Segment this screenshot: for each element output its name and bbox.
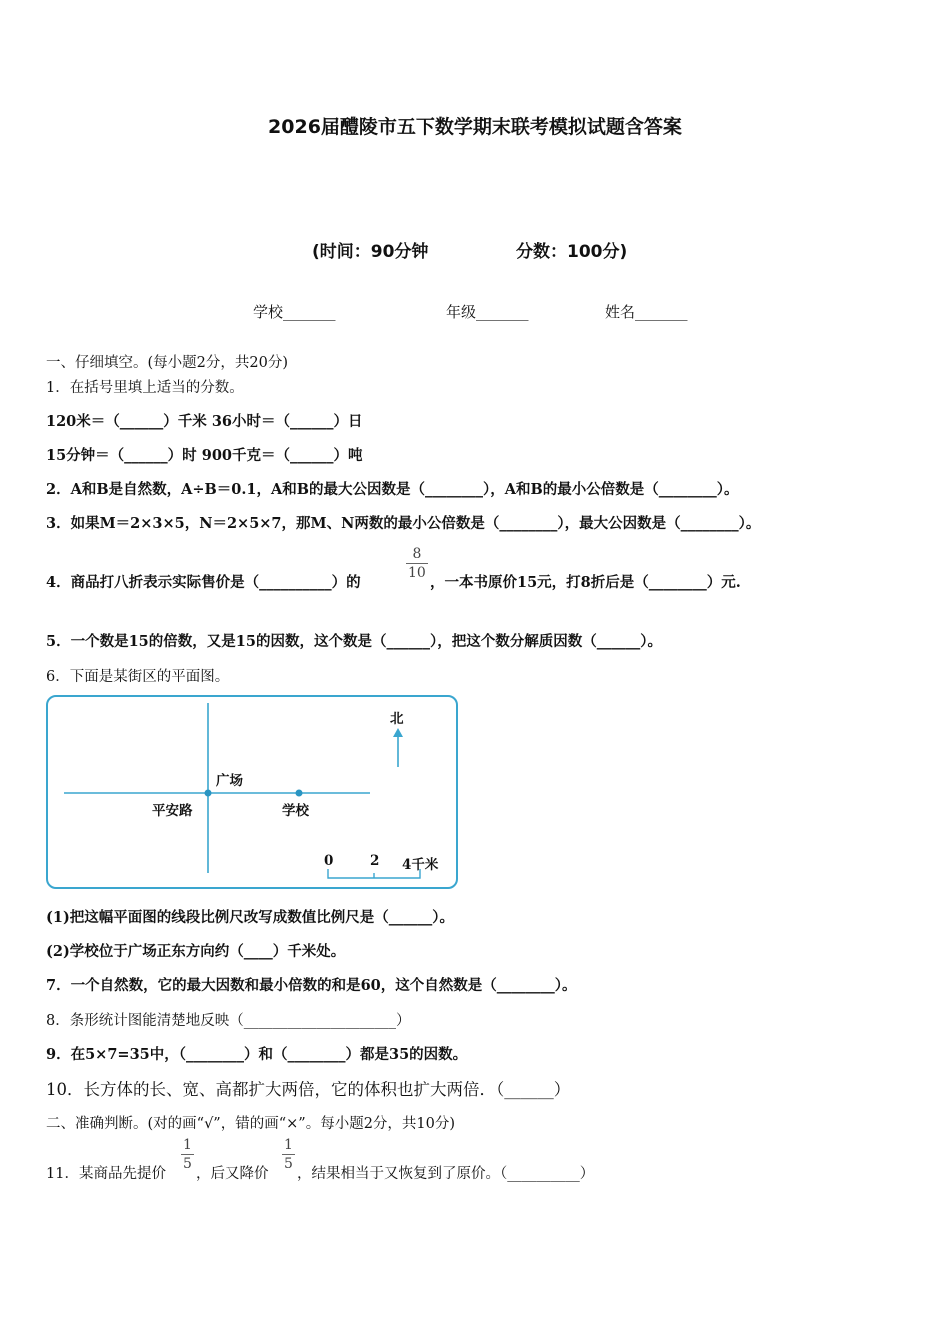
- question-2: 2．A和B是自然数，A÷B＝0.1，A和B的最大公因数是（________），A和B的最小公倍数是（________）。: [46, 481, 739, 498]
- square-label: 广场: [216, 773, 243, 789]
- fraction-denominator: 5: [183, 1156, 192, 1172]
- scale-label-0: 0: [324, 853, 334, 869]
- question-8: 8．条形统计图能清楚地反映（_____________________）: [46, 1013, 411, 1029]
- fraction-numerator: 1: [183, 1137, 192, 1153]
- question-11-part-1: 11．某商品先提价: [46, 1166, 166, 1182]
- page-title: 2026届醴陵市五下数学期末联考模拟试题含答案: [268, 116, 682, 138]
- question-11-fraction-2: [282, 1138, 295, 1171]
- square-point: [205, 790, 212, 797]
- question-11-part-2: ，后又降价: [196, 1166, 269, 1182]
- question-10: 10．长方体的长、宽、高都扩大两倍，它的体积也扩大两倍．（______）: [46, 1080, 571, 1099]
- question-4-before: 4．商品打八折表示实际售价是（__________）的: [46, 574, 361, 591]
- time-info: (时间：90分钟: [312, 242, 429, 262]
- school-label: 学校: [282, 803, 309, 819]
- question-11-fraction-1: [181, 1138, 194, 1171]
- name-field: 姓名_______: [605, 303, 688, 321]
- scale-label-2: 2: [370, 853, 380, 869]
- question-4-after: ，一本书原价15元，打8折后是（________）元.: [430, 574, 741, 591]
- question-1-line-1: 120米＝（______）千米 36小时＝（______）日: [46, 413, 363, 430]
- question-9: 9．在5×7=35中，（________）和（________）都是35的因数。: [46, 1046, 468, 1063]
- road-label: 平安路: [152, 803, 193, 819]
- question-3: 3．如果M＝2×3×5，N＝2×5×7，那M、N两数的最小公倍数是（________），最大公因数是（________）。: [46, 515, 761, 532]
- question-6: 6．下面是某街区的平面图。: [46, 669, 230, 685]
- school-point: [296, 790, 303, 797]
- north-label: 北: [390, 711, 404, 727]
- fraction-numerator: 1: [284, 1137, 293, 1153]
- question-6-part-1: (1)把这幅平面图的线段比例尺改写成数值比例尺是（______）。: [46, 909, 455, 926]
- north-arrow-icon: [393, 728, 403, 737]
- scale-label-4: 4千米: [402, 857, 439, 873]
- question-4-fraction: [406, 547, 428, 580]
- section-1-heading: 一、仔细填空。(每小题2分，共20分): [46, 355, 288, 371]
- score-info: 分数：100分): [516, 242, 628, 262]
- question-5: 5．一个数是15的倍数，又是15的因数，这个数是（______），把这个数分解质因数（______）。: [46, 633, 662, 650]
- street-map: [46, 695, 458, 889]
- question-1: 1．在括号里填上适当的分数。: [46, 380, 244, 396]
- grade-field: 年级_______: [446, 303, 529, 321]
- question-7: 7．一个自然数，它的最大因数和最小倍数的和是60，这个自然数是（________）。: [46, 977, 577, 994]
- fraction-numerator: 8: [412, 546, 422, 562]
- question-11-part-3: ，结果相当于又恢复到了原价。（__________）: [297, 1166, 595, 1182]
- question-6-part-2: (2)学校位于广场正东方向约（____）千米处。: [46, 943, 346, 960]
- school-field: 学校_______: [253, 303, 336, 321]
- section-2-heading: 二、准确判断。(对的画“√”，错的画“×”。每小题2分，共10分): [46, 1116, 456, 1132]
- question-1-line-2: 15分钟＝（______）时 900千克＝（______）吨: [46, 447, 363, 464]
- fraction-denominator: 5: [284, 1156, 293, 1172]
- fraction-denominator: 10: [408, 565, 426, 581]
